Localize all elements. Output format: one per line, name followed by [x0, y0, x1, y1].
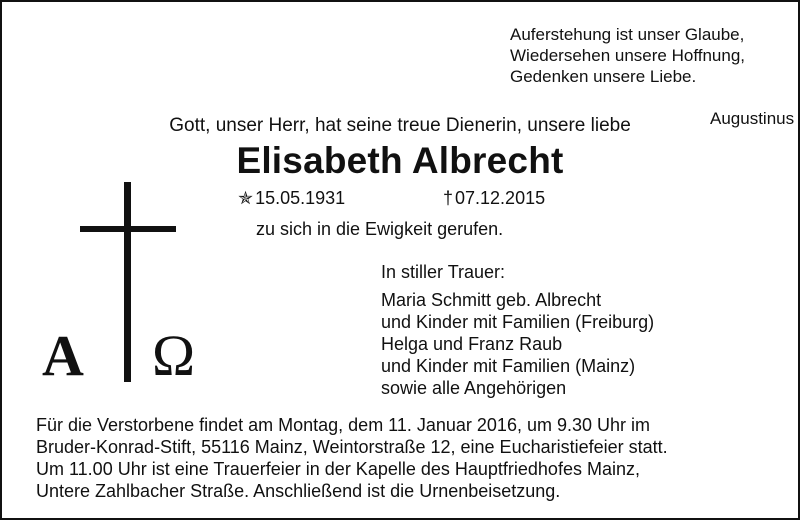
service-details — [36, 414, 786, 502]
birth-date: 15.05.1931 — [255, 188, 346, 208]
quote-author: Augustinus — [710, 109, 795, 128]
birth-date-line — [238, 188, 345, 209]
quote-line: Wiedersehen unsere Hoffnung, — [510, 46, 746, 65]
quote-line: Auferstehung ist unser Glaube, — [510, 25, 745, 44]
cross-vertical-bar — [124, 182, 131, 382]
quote-line: Gedenken unsere Liebe. — [510, 67, 697, 86]
service-line: Für die Verstorbene findet am Montag, dem 11. Januar 2016, um 9.30 Uhr im — [36, 415, 650, 435]
called-text: zu sich in die Ewigkeit gerufen. — [256, 219, 504, 239]
service-line: Um 11.00 Uhr ist eine Trauerfeier in der Kapelle des Hauptfriedhofes Mainz, — [36, 459, 640, 479]
list-item: Maria Schmitt geb. Albrecht — [381, 290, 602, 310]
dagger-icon: † — [443, 188, 454, 208]
list-item: und Kinder mit Familien (Freiburg) — [381, 312, 655, 332]
death-date-line — [443, 188, 545, 209]
list-item: Helga und Franz Raub — [381, 334, 563, 354]
cross-horizontal-bar — [80, 226, 176, 232]
list-item: und Kinder mit Familien (Mainz) — [381, 356, 636, 376]
service-line: Untere Zahlbacher Straße. Anschließend ist die Urnenbeisetzung. — [36, 481, 561, 501]
deceased-name: Elisabeth Albrecht — [236, 140, 564, 181]
list-item: sowie alle Angehörigen — [381, 378, 567, 398]
star-icon: ✯ — [238, 188, 254, 208]
death-date: 07.12.2015 — [455, 188, 546, 208]
mourners-list — [381, 289, 654, 399]
quote-block — [510, 24, 795, 128]
mourning-heading: In stiller Trauer: — [381, 262, 506, 282]
alpha-symbol: A — [42, 323, 84, 388]
service-line: Bruder-Konrad-Stift, 55116 Mainz, Weintorstraße 12, eine Eucharistiefeier statt. — [36, 437, 668, 457]
intro-text: Gott, unser Herr, hat seine treue Dienerin, unsere liebe — [169, 115, 631, 136]
omega-symbol: Ω — [152, 323, 196, 388]
